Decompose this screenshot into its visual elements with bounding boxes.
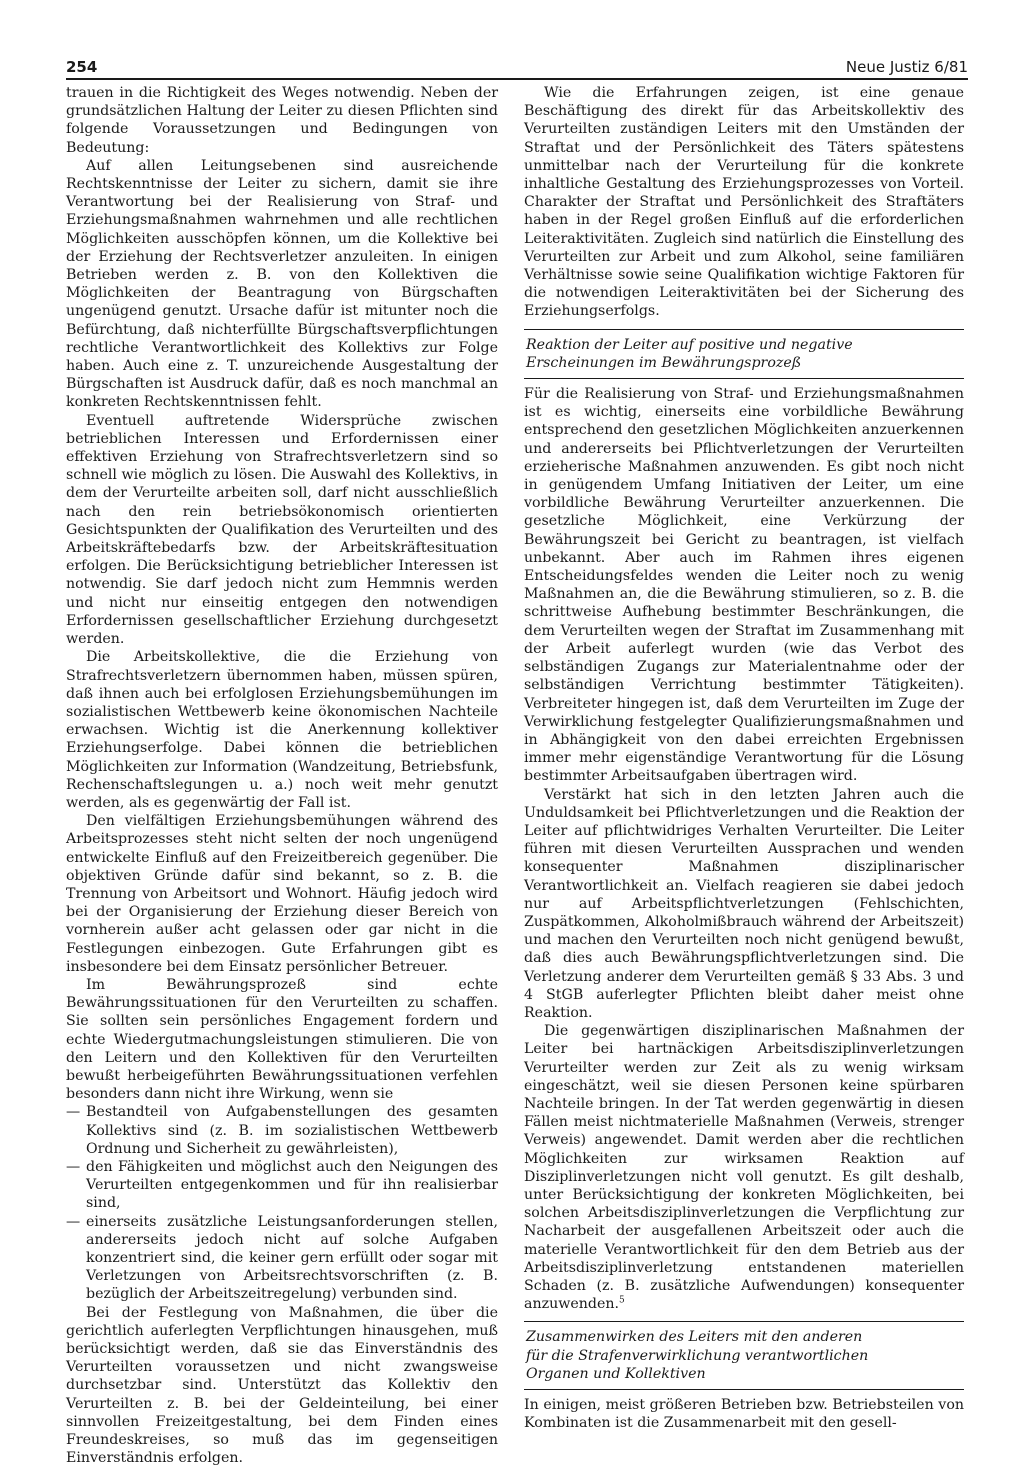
section-heading-line: Erscheinungen im Bewährungsprozeß — [526, 354, 802, 371]
paragraph: Für die Realisierung von Straf- und Erziehungsmaßnahmen ist es wichtig, einerseits eine vorbildliche Bewährung entsprechend den gesetzlichen Möglichkeiten anzuerkennen und andererseits bei Pflichtverletzungen der Verurteilten erzieherische Maßnahmen anzuwenden. Es gibt noch nicht in genügendem Umfang Initiativen der Leiter, um eine vorbildliche Bewährung Verurteilter anzuerkennen. Die gesetzliche Möglichkeit, eine Verkürzung der Bewährungszeit bei Gericht zu beantragen, ist vielfach unbekannt. Aber auch im Rahmen ihres eigenen Entscheidungsfeldes wenden die Leiter noch zu wenig Maßnahmen an, die die Bewährung stimulieren, so z. B. die schrittweise Aufhebung bestimmter Beschränkungen, die dem Verurteilten wegen der Straftat im Zusammenhang mit der Arbeit auferlegt wurden (wie das Verbot des selbständigen Zugangs zur Materialentnahme oder der selbständigen Verrichtung bestimmter Tätigkeiten). Verbreiteter hingegen ist, daß dem Verurteilten im Zuge der Verwirklichung festgelegter Qualifizierungsmaßnahmen und in Abhängigkeit von den dabei erreichten Ergebnissen immer mehr eigenständige Verantwortung für die Lösung bestimmter Arbeitsaufgaben übertragen wird. — [524, 386, 964, 785]
section-divider — [524, 1321, 964, 1322]
section-heading-line: Organen und Kollektiven — [526, 1365, 706, 1382]
footnote-marker: 5 — [619, 1295, 625, 1306]
paragraph: Auf allen Leitungsebenen sind ausreichende Rechtskenntnisse der Leiter zu sichern, damit sie ihre Verantwortung bei der Realisierung von Straf- und Erziehungsmaßnahmen wahrnehmen und alle rechtlichen Möglichkeiten ausschöpfen können, um die Kollektive bei der Erziehung der Rechtsverletzer anzuleiten. In einigen Betrieben werden z. B. von den Kollektiven die Möglichkeiten der Beantragung von Bürgschaften ungenügend genutzt. Ursache dafür ist mitunter noch die Befürchtung, daß nichterfüllte Bürgschaftsverpflichtungen rechtliche Verantwortlichkeit des Kollektivs zur Folge haben. Auch eine z. T. unzureichende Ausgestaltung der Bürgschaften ist Ausdruck dafür, daß es noch manchmal an konkreten Rechtskenntnissen fehlt. — [66, 157, 498, 411]
section-divider — [524, 378, 964, 379]
paragraph: Im Bewährungsprozeß sind echte Bewährungssituationen für den Verurteilten zu schaffen. Sie sollten sein persönliches Engagement fordern und echte Wiedergutmachungsleistungen stimulieren. Die von den Leitern und den Kollektiven für den Verurteilten bewußt herbeigeführten Bewährungssituationen verfehlen besonders dann nicht ihre Wirkung, wenn sie — [66, 976, 498, 1103]
section-heading — [524, 1328, 964, 1383]
left-column — [66, 84, 498, 1467]
list-item: — Bestandteil von Aufgabenstellungen des gesamten Kollektivs sind (z. B. im sozialistischen Wettbewerb Ordnung und Sicherheit zu gewährleisten), — [66, 1103, 498, 1158]
page-number: 254 — [66, 58, 98, 76]
list-item: — den Fähigkeiten und möglichst auch den Neigungen des Verurteilten entgegenkommen und für ihn realisierbar sind, — [66, 1158, 498, 1213]
paragraph: trauen in die Richtigkeit des Weges notwendig. Neben der grundsätzlichen Haltung der Leiter zu diesen Pflichten sind folgende Voraussetzungen und Bedingungen von Bedeutung: — [66, 85, 498, 156]
list-item: — einerseits zusätzliche Leistungsanforderungen stellen, andererseits jedoch nicht auf solche Aufgaben konzentriert sind, die keiner gern erfüllt oder sogar mit Verletzungen von Arbeitsrechtsvorschriften (z. B. bezüglich der Arbeitszeitregelung) verbunden sind. — [66, 1213, 498, 1304]
section-heading-line: Zusammenwirken des Leiters mit den anderen — [526, 1329, 863, 1346]
section-divider — [524, 1389, 964, 1390]
paragraph: Den vielfältigen Erziehungsbemühungen während des Arbeitsprozesses steht nicht selten der noch ungenügend entwickelte Einfluß auf den Freizeitbereich gegenüber. Die objektiven Gründe dafür sind bekannt, so z. B. die Trennung von Arbeitsort und Wohnort. Häufig jedoch wird bei der Organisierung der Erziehung dieser Bereich von vornherein außer acht gelassen oder gar nicht in die Festlegungen einbezogen. Gute Erfahrungen gibt es insbesondere bei dem Einsatz persönlicher Betreuer. — [66, 813, 498, 975]
paragraph: Wie die Erfahrungen zeigen, ist eine genaue Beschäftigung des direkt für das Arbeitskollektiv des Verurteilten zuständigen Leiters mit den Umständen der Straftat und der Persönlichkeit des Täters spätestens unmittelbar nach der Verurteilung für die konkrete inhaltliche Gestaltung des Erziehungsprozesses von Vorteil. Charakter der Straftat und Persönlichkeit des Straftäters haben in der Regel großen Einfluß auf die erforderlichen Leiteraktivitäten. Zugleich sind natürlich die Einstellung des Verurteilten zur Arbeit und zum Alkohol, seine familiären Verhältnisse sowie seine Qualifikation wichtige Faktoren für die notwendigen Leiteraktivitäten bei der Sicherung des Erziehungserfolgs. — [524, 85, 964, 320]
section-heading — [524, 336, 964, 372]
paragraph: Bei der Festlegung von Maßnahmen, die über die gerichtlich auferlegten Verpflichtungen hinausgehen, muß berücksichtigt werden, daß sie das Einverständnis des Verurteilten voraussetzen und nicht zwangsweise durchsetzbar sind. Unterstützt das Kollektiv den Verurteilten z. B. bei der Geldeinteilung, bei einer sinnvollen Freizeitgestaltung, bei dem Finden eines Freundeskreises, so muß das im gegenseitigen Einverständnis erfolgen. — [66, 1304, 498, 1467]
paragraph — [524, 1022, 964, 1313]
section-heading-line: für die Strafenverwirklichung verantwortlichen — [526, 1347, 869, 1364]
page-header — [66, 56, 968, 80]
paragraph: Eventuell auftretende Widersprüche zwischen betrieblichen Interessen und Erfordernissen einer effektiven Erziehung von Strafrechtsverletzern sind so schnell wie möglich zu lösen. Die Auswahl des Kollektivs, in dem der Verurteilte arbeiten soll, darf nicht ausschließlich nach den rein betriebsökonomisch orientierten Gesichtspunkten der Qualifikation des Verurteilten und des Arbeitskräftebedarfs bzw. der Arbeitskräftesituation erfolgen. Die Berücksichtigung betrieblicher Interessen ist notwendig. Sie darf jedoch nicht zum Hemmnis werden und nicht nur einseitig entgegen den notwendigen Erfordernissen gesellschaftlicher Erziehung durchgesetzt werden. — [66, 412, 498, 648]
journal-issue: Neue Justiz 6/81 — [845, 58, 968, 76]
right-column — [524, 84, 964, 1432]
paragraph: Verstärkt hat sich in den letzten Jahren auch die Unduldsamkeit bei Pflichtverletzungen und die Reaktion der Leiter auf pflichtwidriges Verhalten Verurteilter. Die Leiter führen mit diesen Verurteilten Aussprachen und wenden konsequenter Maßnahmen disziplinarischer Verantwortlichkeit an. Vielfach reagieren sie dabei jedoch nur auf Arbeitspflichtverletzungen (Fehlschichten, Zuspätkommen, Alkoholmißbrauch während der Arbeitszeit) und machen den Verurteilten noch nicht genügend bewußt, daß dies auch Bewährungspflichtverletzungen sind. Die Verletzung anderer dem Verurteilten gemäß § 33 Abs. 3 und 4 StGB auferlegter Pflichten bleibt daher meist ohne Reaktion. — [524, 786, 964, 1021]
section-divider — [524, 329, 964, 330]
dash-list — [66, 1103, 498, 1303]
paragraph: In einigen, meist größeren Betrieben bzw. Betriebsteilen von Kombinaten ist die Zusammenarbeit mit den gesell- — [524, 1397, 964, 1432]
paragraph: Die Arbeitskollektive, die die Erziehung von Strafrechtsverletzern übernommen haben, müssen spüren, daß ihnen auch bei erfolglosen Erziehungsbemühungen im sozialistischen Wettbewerb keine ökonomischen Nachteile erwachsen. Wichtig ist die Anerkennung kollektiver Erziehungserfolge. Dabei können die betrieblichen Möglichkeiten zur Information (Wandzeitung, Betriebsfunk, Rechenschaftslegungen u. a.) noch weit mehr genutzt werden, als es gegenwärtig der Fall ist. — [66, 649, 498, 811]
section-heading-line: Reaktion der Leiter auf positive und negative — [526, 336, 853, 353]
paragraph-text: Die gegenwärtigen disziplinarischen Maßnahmen der Leiter bei hartnäckigen Arbeitsdisziplinverletzungen Verurteilter werden zur Zeit als zu wenig wirksam eingeschätzt, weil sie diesen Personen keine spürbaren Nachteile bringen. In der Tat werden gegenwärtig in diesen Fällen meist nichtmaterielle Maßnahmen (Verweis, strenger Verweis) angewendet. Damit werden aber die rechtlichen Möglichkeiten zur wirksamen Reaktion auf Disziplinverletzungen nicht voll genutzt. Es gilt deshalb, unter Berücksichtigung der konkreten Möglichkeiten, bei solchen Arbeitsdisziplinverletzungen die Verpflichtung zur Nacharbeit der ausgefallenen Arbeitszeit oder auch die materielle Verantwortlichkeit für den dem Betrieb aus der Arbeitsdisziplinverletzung entstandenen materiellen Schaden (z. B. zusätzliche Aufwendungen) konsequenter anzuwenden. — [524, 1023, 964, 1313]
